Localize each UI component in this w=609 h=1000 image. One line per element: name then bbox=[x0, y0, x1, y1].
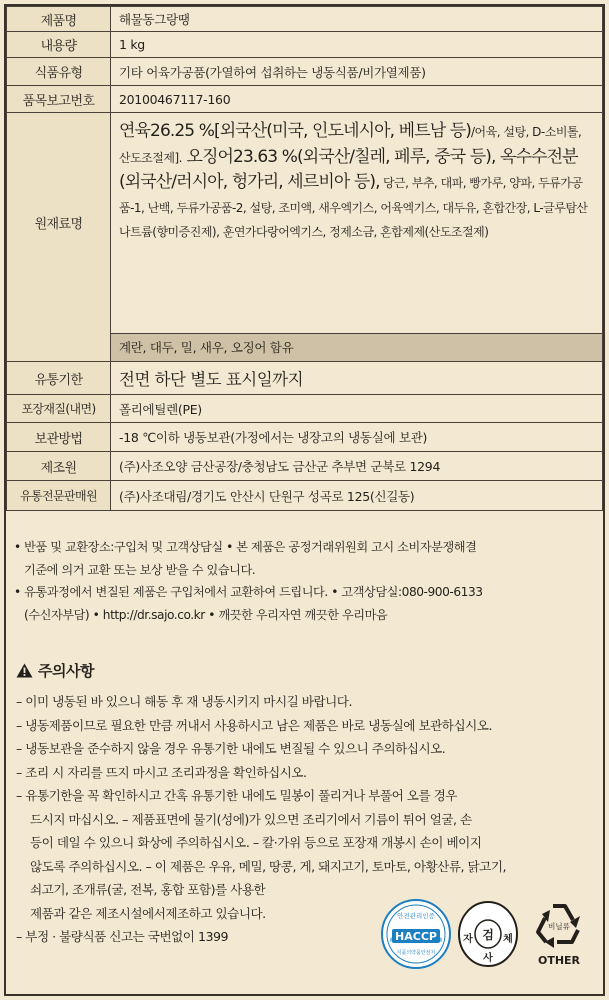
notes-line: (수신자부담) • http://dr.sajo.co.kr • 깨끗한 우리자연 깨끗한 우리마음 bbox=[24, 607, 388, 622]
recycle-bottom-text: OTHER bbox=[537, 954, 581, 967]
report-number-label: 품목보고번호 bbox=[7, 86, 111, 113]
caution-line: – 이미 냉동된 바 있으니 해동 후 재 냉동시키지 마시길 바랍니다. bbox=[16, 694, 352, 709]
exchange-notes bbox=[14, 536, 592, 626]
product-name-value: 해물동그랑땡 bbox=[111, 7, 603, 32]
caution-line: 제품과 같은 제조시설에서제조하고 있습니다. bbox=[30, 905, 266, 921]
product-info-table bbox=[6, 6, 603, 511]
haccp-text: HACCP bbox=[395, 930, 437, 943]
notes-line: • 유통과정에서 변질된 제품은 구입처에서 교환하여 드립니다. • 고객상담실:080-900-6133 bbox=[14, 585, 483, 599]
caution-line: 드시지 마십시오. – 제품표면에 물기(성에)가 있으면 조리기에서 기름이 튀어 얼굴, 손 bbox=[30, 811, 472, 827]
packaging-label: 포장재질(내면) bbox=[7, 395, 111, 423]
expiry-value: 전면 하단 별도 표시일까지 bbox=[111, 362, 603, 395]
ingredient-squid-starch: 오징어23.63 %(외국산/칠레, 페루, 중국 등), 옥수수전분(외국산/러시아, 헝가리, 세르비아 등), bbox=[119, 146, 578, 193]
ingredients-cell bbox=[111, 113, 603, 362]
caution-line: 쇠고기, 조개류(굴, 전복, 홍합 포함)를 사용한 bbox=[30, 882, 266, 897]
ingredient-surimi: 연육26.25 %[외국산(미국, 인도네시아, 베트남 등) bbox=[119, 121, 471, 141]
caution-line: – 냉동보관을 준수하지 않을 경우 유통기한 내에도 변질될 수 있으니 주의하십시오. bbox=[16, 741, 446, 756]
haccp-top-text: 안전관리인증 bbox=[397, 912, 435, 920]
certification-badges bbox=[380, 896, 594, 972]
caution-line: – 유통기한을 꼭 확인하시고 간혹 유통기한 내에도 밀봉이 풀리거나 부풀어 오를 경우 bbox=[16, 788, 457, 803]
warning-icon bbox=[16, 663, 33, 678]
haccp-logo bbox=[380, 898, 452, 970]
seal-char: 검 bbox=[482, 928, 494, 942]
ingredients-text bbox=[111, 113, 602, 333]
caution-heading bbox=[16, 660, 94, 681]
storage-value: -18 ℃이하 냉동보관(가정에서는 냉장고의 냉동실에 보관) bbox=[111, 423, 603, 452]
caution-line: – 부정 · 불량식품 신고는 국번없이 1399 bbox=[16, 929, 229, 944]
notes-line: • 반품 및 교환장소:구입처 및 고객상담실 • 본 제품은 공정거래위원회 고시 소비자분쟁해결 bbox=[14, 540, 477, 554]
seal-char: 자 bbox=[463, 934, 473, 945]
caution-line: 않도록 주의하십시오. – 이 제품은 우유, 메밀, 땅콩, 게, 돼지고기, 토마토, 아황산류, 닭고기, bbox=[30, 858, 506, 874]
caution-title: 주의사항 bbox=[38, 662, 94, 680]
manufacturer-value: (주)사조오양 금산공장/충청남도 금산군 추부면 군북로 1294 bbox=[111, 452, 603, 481]
caution-line: 등이 데일 수 있으니 화상에 주의하십시오. – 칼·가위 등으로 포장재 개봉시 손이 베이지 bbox=[30, 835, 482, 850]
ingredients-label: 원재료명 bbox=[7, 113, 111, 362]
food-type-value: 기타 어육가공품(가열하여 섭취하는 냉동식품/비가열제품) bbox=[111, 58, 603, 86]
allergen-notice: 계란, 대두, 밀, 새우, 오징어 함유 bbox=[111, 333, 602, 361]
storage-label: 보관방법 bbox=[7, 423, 111, 452]
expiry-label: 유통기한 bbox=[7, 362, 111, 395]
content-label: 내용량 bbox=[7, 32, 111, 58]
notes-line: 기준에 의거 교환 또는 보상 받을 수 있습니다. bbox=[24, 562, 256, 577]
haccp-bottom-text: 식품의약품안전처 bbox=[396, 950, 436, 956]
distributor-label: 유통전문판매원 bbox=[7, 481, 111, 511]
ingredient-surimi-detail: /어육, 설탕, D-소비톨, 산도조절제]. bbox=[119, 125, 582, 165]
recycle-top-text: 비닐류 bbox=[548, 922, 570, 931]
seal-char: 체 bbox=[503, 934, 513, 945]
self-inspection-seal bbox=[456, 898, 520, 970]
seal-char: 사 bbox=[483, 953, 493, 964]
distributor-value: (주)사조대림/경기도 안산시 단원구 성곡로 125(신길동) bbox=[111, 481, 603, 511]
food-type-label: 식품유형 bbox=[7, 58, 111, 86]
product-name-label: 제품명 bbox=[7, 7, 111, 32]
content-value: 1 kg bbox=[111, 32, 603, 58]
recycle-icon bbox=[526, 896, 592, 972]
caution-line: – 조리 시 자리를 뜨지 마시고 조리과정을 확인하십시오. bbox=[16, 764, 307, 780]
ingredient-others: 당근, 부추, 대파, 빵가루, 양파, 두류가공품-1, 난백, 두류가공품-2, 설탕, 조미액, 새우엑기스, 어육엑기스, 대두유, 혼합간장, L-글루탐산나트륨(향미증진제), 훈연가다랑어엑기스, 정제소금, 혼합제제(산도조절제) bbox=[119, 176, 588, 240]
report-number-value: 20100467117-160 bbox=[111, 86, 603, 113]
manufacturer-label: 제조원 bbox=[7, 452, 111, 481]
caution-line: – 냉동제품이므로 필요한 만큼 꺼내서 사용하시고 남은 제품은 바로 냉동실에 보관하십시오. bbox=[16, 717, 492, 733]
packaging-value: 폴리에틸렌(PE) bbox=[111, 395, 603, 423]
